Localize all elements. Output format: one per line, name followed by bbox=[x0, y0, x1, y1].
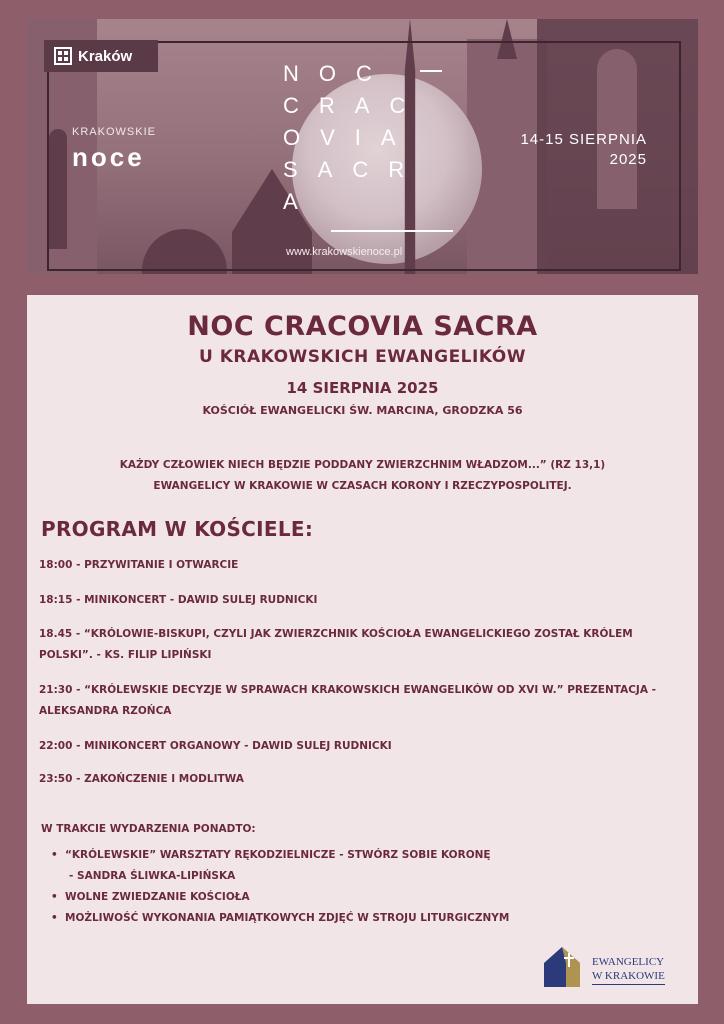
krakow-logo-text: Kraków bbox=[78, 47, 133, 65]
krakow-logo-icon bbox=[54, 47, 72, 65]
event-date: 14 SIERPNIA 2025 bbox=[286, 379, 439, 397]
banner-dates bbox=[517, 130, 647, 170]
extras-item-text: WOLNE ZWIEDZANIE KOŚCIOŁA bbox=[65, 891, 250, 903]
extras-list bbox=[47, 845, 667, 929]
content-card bbox=[27, 295, 698, 1004]
extras-title: W TRAKCIE WYDARZENIA PONADTO: bbox=[41, 823, 256, 835]
ewangelicy-logo-line1: EWANGELICY bbox=[592, 956, 665, 968]
noce-logo-text: noce bbox=[72, 142, 145, 172]
ewangelicy-logo-text bbox=[592, 955, 665, 985]
extras-item bbox=[47, 908, 667, 929]
banner-title-line: NOC bbox=[283, 61, 392, 86]
banner-title-line: SACR bbox=[283, 157, 425, 182]
banner-title bbox=[283, 58, 463, 218]
banner-title-line: A bbox=[283, 189, 318, 214]
extras-item-sub: - SANDRA ŚLIWKA-LIPIŃSKA bbox=[69, 870, 236, 882]
banner-title-underline bbox=[331, 230, 453, 232]
extras-item-text: MOŻLIWOŚĆ WYKONANIA PAMIĄTKOWYCH ZDJĘĆ W STROJU LITURGICZNYM bbox=[65, 912, 510, 924]
program-item: 23:50 - ZAKOŃCZENIE I MODLITWA bbox=[39, 773, 244, 785]
quote-line: EWANGELICY W KRAKOWIE W CZASACH KORONY I RZECZYPOSPOLITEJ. bbox=[153, 480, 572, 492]
event-quote bbox=[27, 455, 698, 497]
banner-date-year: 2025 bbox=[609, 151, 647, 168]
extras-item bbox=[47, 887, 667, 908]
program-item: 18.45 - “KRÓLOWIE-BISKUPI, CZYLI JAK ZWIERZCHNIK KOŚCIOŁA EWANGELICKIEGO ZOSTAŁ KRÓLEM POLSKI”. - KS. FILIP LIPIŃSKI bbox=[39, 628, 633, 661]
event-subtitle: U KRAKOWSKICH EWANGELIKÓW bbox=[199, 347, 526, 367]
program-item: 22:00 - MINIKONCERT ORGANOWY - DAWID SULEJ RUDNICKI bbox=[39, 740, 392, 752]
program-item: 21:30 - “KRÓLEWSKIE DECYZJE W SPRAWACH KRAKOWSKICH EWANGELIKÓW OD XVI W.” PREZENTACJA - ALEKSANDRA RZOŃCA bbox=[39, 684, 656, 717]
banner-url[interactable]: www.krakowskienoce.pl bbox=[286, 246, 403, 258]
event-venue: KOŚCIÓŁ EWANGELICKI ŚW. MARCINA, GRODZKA 56 bbox=[202, 404, 523, 417]
krakow-logo bbox=[44, 40, 158, 72]
banner-title-line: OVIA bbox=[283, 125, 416, 150]
program-title: PROGRAM W KOŚCIELE: bbox=[41, 517, 314, 541]
church-icon bbox=[542, 945, 582, 989]
program-item: 18:00 - PRZYWITANIE I OTWARCIE bbox=[39, 559, 239, 571]
banner-date-range: 14-15 SIERPNIA bbox=[520, 131, 647, 148]
extras-item-text: “KRÓLEWSKIE” WARSZTATY RĘKODZIELNICZE - STWÓRZ SOBIE KORONĘ bbox=[65, 849, 491, 861]
ewangelicy-logo bbox=[542, 945, 682, 991]
extras-item bbox=[47, 845, 667, 887]
program-item: 18:15 - MINIKONCERT - DAWID SULEJ RUDNICKI bbox=[39, 594, 318, 606]
banner-title-dash bbox=[420, 70, 442, 72]
banner-title-line: CRAC bbox=[283, 93, 426, 118]
quote-line: KAŻDY CZŁOWIEK NIECH BĘDZIE PODDANY ZWIERZCHNIM WŁADZOM...” (RZ 13,1) bbox=[119, 459, 606, 471]
krakowskie-label: KRAKOWSKIE bbox=[72, 126, 156, 138]
event-title: NOC CRACOVIA SACRA bbox=[187, 311, 538, 342]
ewangelicy-logo-line2: W KRAKOWIE bbox=[592, 969, 665, 985]
